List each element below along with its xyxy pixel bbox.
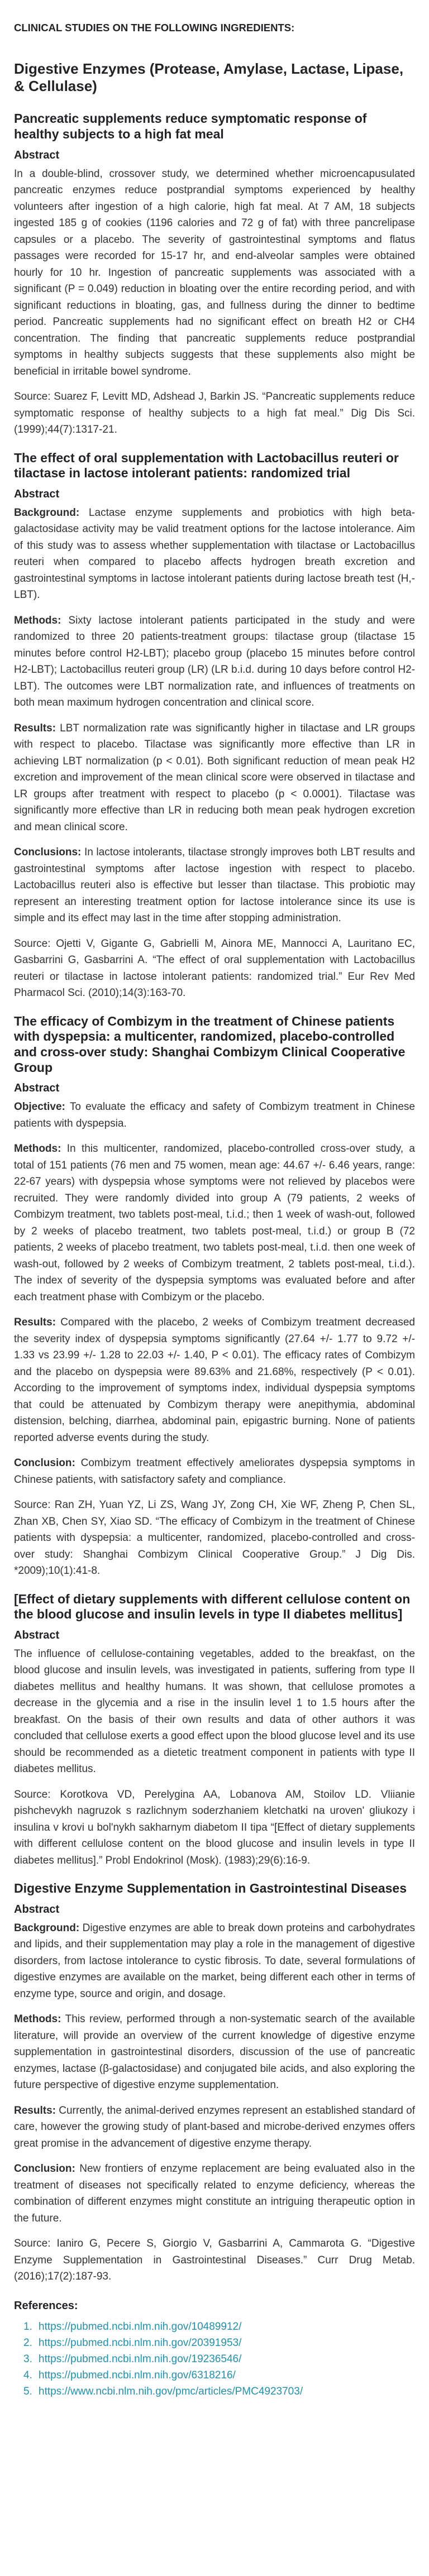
study-paragraph <box>14 1455 415 1488</box>
document-title: CLINICAL STUDIES ON THE FOLLOWING INGREDIENTS: <box>14 22 295 33</box>
paragraph-text: To evaluate the efficacy and safety of Combizym treatment in Chinese patients with dyspepsia. <box>14 1101 415 1129</box>
study-section-enzyme-supplementation-gi <box>14 1881 415 2285</box>
study-paragraph <box>14 1099 415 1132</box>
reference-link[interactable]: https://www.ncbi.nlm.nih.gov/pmc/articles/PMC4923703/ <box>39 2385 303 2397</box>
study-paragraph <box>14 2103 415 2152</box>
paragraph-text: Currently, the animal-derived enzymes represent an established standard of care, however the growing study of plant-based and microbe-derived enzymes offers great promise in the advancement of digestive enzyme therapy. <box>14 2104 415 2149</box>
study-title: The effect of oral supplementation with Lactobacillus reuteri or tilactase in lactose intolerant patients: randomized trial <box>14 450 399 481</box>
source-paragraph: Source: Ojetti V, Gigante G, Gabrielli M, Ainora ME, Mannocci A, Lauritano EC, Gasbarrini G, Gasbarrini A. “The effect of oral supplementation with Lactobacillus reuteri or tilactase in lactose intolerant patients: randomized trial.” Eur Rev Med Pharmacol Sci. (2010);14(3):163-70. <box>14 937 415 999</box>
reference-item <box>14 2319 415 2335</box>
source-paragraph: Source: Ianiro G, Pecere S, Giorgio V, Gasbarrini A, Cammarota G. “Digestive Enzyme Supplementation in Gastrointestinal Diseases.” Curr Drug Metab. (2016);17(2):187-93. <box>14 2238 415 2283</box>
study-paragraph <box>14 1920 415 2003</box>
study-paragraph <box>14 505 415 604</box>
paragraph-label: Conclusion: <box>14 1457 75 1469</box>
paragraph-label: Results: <box>14 722 56 734</box>
study-paragraph <box>14 1141 415 1305</box>
study-title: Digestive Enzyme Supplementation in Gastrointestinal Diseases <box>14 1881 407 1896</box>
references-heading: References: <box>14 2299 78 2312</box>
reference-link[interactable]: https://pubmed.ncbi.nlm.nih.gov/19236546/ <box>39 2353 242 2365</box>
study-paragraph <box>14 166 415 380</box>
paragraph-text: New frontiers of enzyme replacement are being evaluated also in the treatment of diseases not specifically related to enzyme deficiency, whereas the combination of different enzymes might constitute an intriguing therapeutic option in the future. <box>14 2163 415 2224</box>
paragraph-text: Sixty lactose intolerant patients participated in the study and were randomized to three 20 patients-treatment groups: tilactase group (tilactase 15 minutes before control H2-LBT); placebo group (placebo 15 minutes before control H2-LBT); Lactobacillus reuteri group (LR) (LR b.i.d. during 10 days before control H2-LBT). The outcomes were LBT normalization rate, and influences of treatments on both mean maximum hydrogen concentration and clinical score. <box>14 614 415 709</box>
reference-number: 1. <box>23 2320 32 2333</box>
study-title: The efficacy of Combizym in the treatment of Chinese patients with dyspepsia: a multicenter, randomized, placebo-controlled and cross-over study: Shanghai Combizym Clinical Cooperative Group <box>14 1013 406 1075</box>
paragraph-text: In a double-blind, crossover study, we determined whether microencapusulated pancreatic enzymes reduce postprandial symptoms experienced by healthy volunteers after ingestion of a high calorie, high fat meal. At 7 AM, 18 subjects ingested 185 g of cookies (1196 calories and 72 g of fat) with three pancrelipase capsules or a placebo. The severity of gastrointestinal symptoms and flatus passages were recorded for 15-17 hr, and end-alveolar samples were obtained hourly for 10 hr. Ingestion of pancreatic supplements was associated with a significant (P = 0.049) reduction in bloating over the entire recording period, and with significant reductions in bloating, gas, and fullness during the dinner to bedtime period. Pancreatic supplements had no significant effect on breath H2 or CH4 concentration. The finding that pancreatic supplements reduce postprandial symptoms in healthy subjects suggests that these supplements also might be beneficial in irritable bowel syndrome. <box>14 167 415 377</box>
reference-link[interactable]: https://pubmed.ncbi.nlm.nih.gov/20391953/ <box>39 2336 242 2349</box>
paragraph-text: Digestive enzymes are able to break down proteins and carbohydrates and lipids, and their supplementation may play a role in the management of digestive disorders, from lactose intolerance to cystic fibrosis. To date, several formulations of digestive enzymes are available on the market, being different each other in terms of enzyme type, source and origin, and dosage. <box>14 1922 415 2000</box>
source-paragraph: Source: Ran ZH, Yuan YZ, Li ZS, Wang JY, Zong CH, Xie WF, Zheng P, Chen SL, Zhan XB, Chen SY, Xiao SD. “The efficacy of Combizym in the treatment of Chinese patients with dyspepsia: a multicenter, randomized, placebo-controlled and cross-over study: Shanghai Combizym Clinical Cooperative Group.” J Dig Dis. *2009);10(1):41-8. <box>14 1499 415 1577</box>
study-paragraph <box>14 612 415 711</box>
study-paragraph <box>14 720 415 836</box>
reference-link[interactable]: https://pubmed.ncbi.nlm.nih.gov/10489912/ <box>39 2320 242 2333</box>
paragraph-label: Methods: <box>14 614 61 626</box>
references-section <box>14 2299 415 2400</box>
paragraph-text: LBT normalization rate was significantly higher in tilactase and LR groups with respect to placebo. Tilactase was significantly more effective than LR in achieving LBT normalization (p < 0.01). Both significant reduction of mean peak H2 excretion and improvement of the mean clinical score were observed in tilactase and LR groups after treatment with respect to placebo (p < 0.0001). Tilactase was significantly more effective than LR in reducing both mean peak hydrogen excretion and mean clinical score. <box>14 722 415 833</box>
paragraph-label: Objective: <box>14 1101 65 1113</box>
study-title: Pancreatic supplements reduce symptomatic response of healthy subjects to a high fat meal <box>14 111 367 141</box>
reference-number: 2. <box>23 2336 32 2349</box>
paragraph-label: Results: <box>14 2104 56 2117</box>
study-section-lactobacillus-tilactase <box>14 451 415 1002</box>
abstract-label: Abstract <box>14 149 60 161</box>
paragraph-label: Conclusions: <box>14 846 82 859</box>
paragraph-label: Background: <box>14 1922 80 1934</box>
paragraph-text: Combizym treatment effectively ameliorates dyspepsia symptoms in Chinese patients, with satisfactory safety and compliance. <box>14 1457 415 1486</box>
paragraph-text: Lactase enzyme supplements and probiotics with high beta-galactosidase activity may be valid treatment options for the lactose intolerance. Aim of this study was to assess whether supplementation with tilactase or Lactobacillus reuteri when compared to placebo affects hydrogen breath excretion and gastrointestinal symptoms in lactose intolerant patients during lactose breath test (H,-LBT). <box>14 506 415 601</box>
abstract-label: Abstract <box>14 1082 60 1095</box>
reference-item <box>14 2351 415 2367</box>
study-section-pancreatic-supplements <box>14 111 415 438</box>
abstract-label: Abstract <box>14 1629 60 1641</box>
study-title: [Effect of dietary supplements with different cellulose content on the blood glucose and insulin levels in type II diabetes mellitus] <box>14 1591 411 1622</box>
reference-link[interactable]: https://pubmed.ncbi.nlm.nih.gov/6318216/ <box>39 2369 236 2381</box>
paragraph-text: In this multicenter, randomized, placebo-controlled cross-over study, a total of 151 patients (76 men and 75 women, mean age: 44.67 +/- 6.46 years, range: 22-67 years) with dyspepsia whose symptoms were not relieved by placebos were recruited. They were randomly divided into group A (79 patients, 2 weeks of Combizym treatment, two tablets post-meal, t.i.d.; then 1 week of wash-out, followed by 2 weeks of placebo treatment, two tablets post-meal, t.i.d.) or group B (72 patients, 2 weeks of placebo treatment, two tablets post-meal, t.i.d. then one week of wash-out, followed by 2 weeks of Combizym treatment, 2 tablets post-meal, t.i.d.). The index of severity of the dyspepsia symptoms was evaluated before and after each treatment phase with Combizym or the placebo. <box>14 1143 415 1303</box>
source-paragraph: Source: Korotkova VD, Perelygina AA, Lobanova AM, Stoilov LD. Vliianie pishchevykh nagruzok s razlichnym soderzhaniem kletchatki na uroven' gliukozy i insulina v krovi u bol'nykh sakharnym diabetom II tipa “[Effect of dietary supplements with different cellulose content on the blood glucose and insulin levels in type II diabetes mellitus].” Probl Endokrinol (Mosk). (1983);29(6):16-9. <box>14 1788 415 1866</box>
reference-item <box>14 2367 415 2383</box>
paragraph-text: The influence of cellulose-containing vegetables, added to the breakfast, on the blood glucose and insulin levels, was investigated in patients, suffering from type II diabetes mellitus and healthy humans. It was shown, that cellulose promotes a decrease in the glycemia and a rise in the insulin level 1 to 1.5 hours after the breakfast. On the basis of their own results and data of other authors it was concluded that cellulose exerts a good effect upon the blood glucose level and its use should be recommended as a dietetic treatment component in patients with type II diabetes mellitus. <box>14 1648 415 1775</box>
paragraph-text: In lactose intolerants, tilactase strongly improves both LBT results and gastrointestinal symptoms after lactose ingestion with respect to placebo. Lactobacillus reuteri also is effective but lesser than tilactase. This probiotic may represent an interesting treatment option for lactose intolerance since its use is simple and its effect may last in the time after stopping administration. <box>14 846 415 925</box>
study-section-cellulose-diabetes <box>14 1592 415 1869</box>
reference-number: 5. <box>23 2385 32 2397</box>
study-paragraph <box>14 2161 415 2227</box>
study-paragraph <box>14 844 415 927</box>
study-paragraph <box>14 1314 415 1446</box>
reference-number: 3. <box>23 2353 32 2365</box>
ingredient-heading: Digestive Enzymes (Protease, Amylase, Lactase, Lipase, & Cellulase) <box>14 60 404 94</box>
paragraph-label: Results: <box>14 1316 56 1329</box>
study-paragraph <box>14 1646 415 1778</box>
abstract-label: Abstract <box>14 487 60 500</box>
paragraph-label: Conclusion: <box>14 2163 75 2175</box>
reference-item <box>14 2335 415 2351</box>
reference-item <box>14 2383 415 2400</box>
paragraph-label: Methods: <box>14 1143 61 1155</box>
reference-number: 4. <box>23 2369 32 2381</box>
source-paragraph: Source: Suarez F, Levitt MD, Adshead J, Barkin JS. “Pancreatic supplements reduce symptomatic response of healthy subjects to a high fat meal.” Dig Dis Sci. (1999);44(7):1317-21. <box>14 391 415 436</box>
abstract-label: Abstract <box>14 1903 60 1916</box>
study-paragraph <box>14 2011 415 2094</box>
paragraph-label: Background: <box>14 506 80 519</box>
study-section-combizym <box>14 1014 415 1579</box>
paragraph-text: Compared with the placebo, 2 weeks of Combizym treatment decreased the severity index of dyspepsia symptoms significantly (27.64 +/- 1.77 to 9.72 +/- 1.33 vs 23.99 +/- 1.28 to 22.03 +/- 1.40, P < 0.01). The efficacy rates of Combizym and the placebo on dyspepsia were 89.63% and 21.68%, respectively (P < 0.01). According to the improvement of symptoms index, individual dyspepsia symptoms that could be attenuated by Combizym therapy were anepithymia, abdominal distension, belching, diarrhea, abdominal pain, epigastric burning. None of patients reported adverse events during the study. <box>14 1316 415 1444</box>
paragraph-text: This review, performed through a non-systematic search of the available literature, will provide an overview of the current knowledge of digestive enzyme supplementation in gastrointestinal disorders, discussion of the use of pancreatic enzymes, lactase (β-galactosidase) and conjugated bile acids, and also exploring the future perspective of digestive enzyme supplementation. <box>14 2013 415 2091</box>
paragraph-label: Methods: <box>14 2013 61 2026</box>
